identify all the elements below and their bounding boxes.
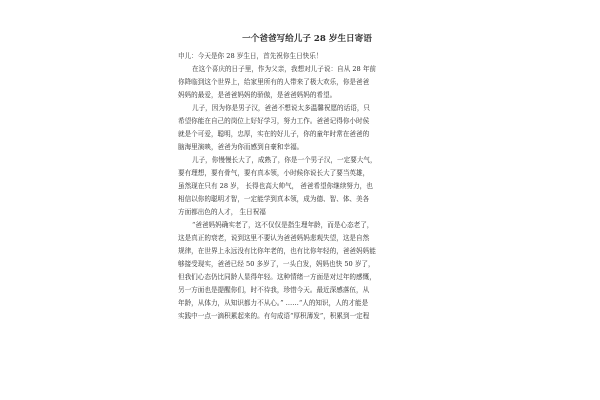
- greeting-line: 申儿：今天是你 28 岁生日，首先祝你生日快乐！: [178, 52, 323, 60]
- paragraph-line: 相信以你的聪明才智，一定能学到真本领，成为德、智、体、美各: [178, 195, 370, 203]
- paragraph-line: 你降临到这个世界上，给家里所有的人带来了极大欢乐，你是爸爸: [178, 78, 370, 86]
- paragraph-line: 在这个喜庆的日子里，作为父亲，我想对儿子说：自从 28 年前: [192, 65, 377, 73]
- paragraph-line: 妈妈的最爱，是爸爸妈妈的骄傲，是爸爸妈妈的希望。: [178, 91, 337, 99]
- paragraph-line: 年龄，从体力，从知识都力不从心。” ……“人的知识，人的才能是: [178, 299, 369, 307]
- paragraph-line: 就是个可爱，聪明，忠厚，实在的好儿子，你的童年时常在爸爸的: [178, 130, 370, 138]
- paragraph-1: [178, 63, 436, 102]
- paragraph-line: 希望你能在自己的岗位上好好学习，努力工作。爸爸记得你小时侯: [178, 117, 370, 125]
- paragraph-line: 这是真正的衰老，说到这里不要认为爸爸妈妈悲观失望，这是自然: [178, 234, 370, 242]
- document-body: [178, 34, 436, 323]
- document-title: 一个爸爸写给儿子 28 岁生日寄语: [242, 34, 372, 44]
- paragraph-line: 虽然现在只有 28 岁， 长得也高大帅气， 爸爸希望你继续努力，也: [178, 182, 373, 190]
- paragraph-line: 但我们心态仍比同龄人显得年轻。这种情绪一方面是对过年的感慨，: [178, 273, 376, 281]
- paragraph-line: 要有理想，要有骨气，要有真本领，小时候你说长大了要当英雄，: [178, 169, 370, 177]
- paragraph-line: 儿子，因为你是男子汉，爸爸不想说太多温馨祝愿的话语，只: [192, 104, 371, 112]
- paragraph-2: [178, 102, 436, 154]
- paragraph-line: 实践中一点一滴积累起来的。有句成语“厚积薄发”，积累到一定程: [178, 312, 370, 320]
- paragraph-line: 方面都出色的人才， 生日祝福: [178, 208, 266, 216]
- paragraph-line: “爸爸妈妈确实老了，这不仅仅是指生理年龄，而是心态老了，: [192, 221, 374, 229]
- paragraph-line: 规律，在世界上永远没有比你年老的，也有比你年轻的，爸爸妈妈能: [178, 247, 376, 255]
- paragraph-line: 够接受现实，爸爸已经 50 多岁了，一头白发，妈妈也快 50 岁了，: [178, 260, 375, 268]
- paragraph-line: 脑海里演映，爸爸为你而感到自豪和幸福。: [178, 143, 304, 151]
- paragraph-line: 儿子，你慢慢长大了，成熟了，你是一个男子汉，一定要大气，: [192, 156, 377, 164]
- paragraph-4: [178, 219, 436, 323]
- paragraph-line: 另一方面也是提醒你们，时不待我，珍惜今天。最近深感落伍，从: [178, 286, 370, 294]
- paragraph-3: [178, 154, 436, 219]
